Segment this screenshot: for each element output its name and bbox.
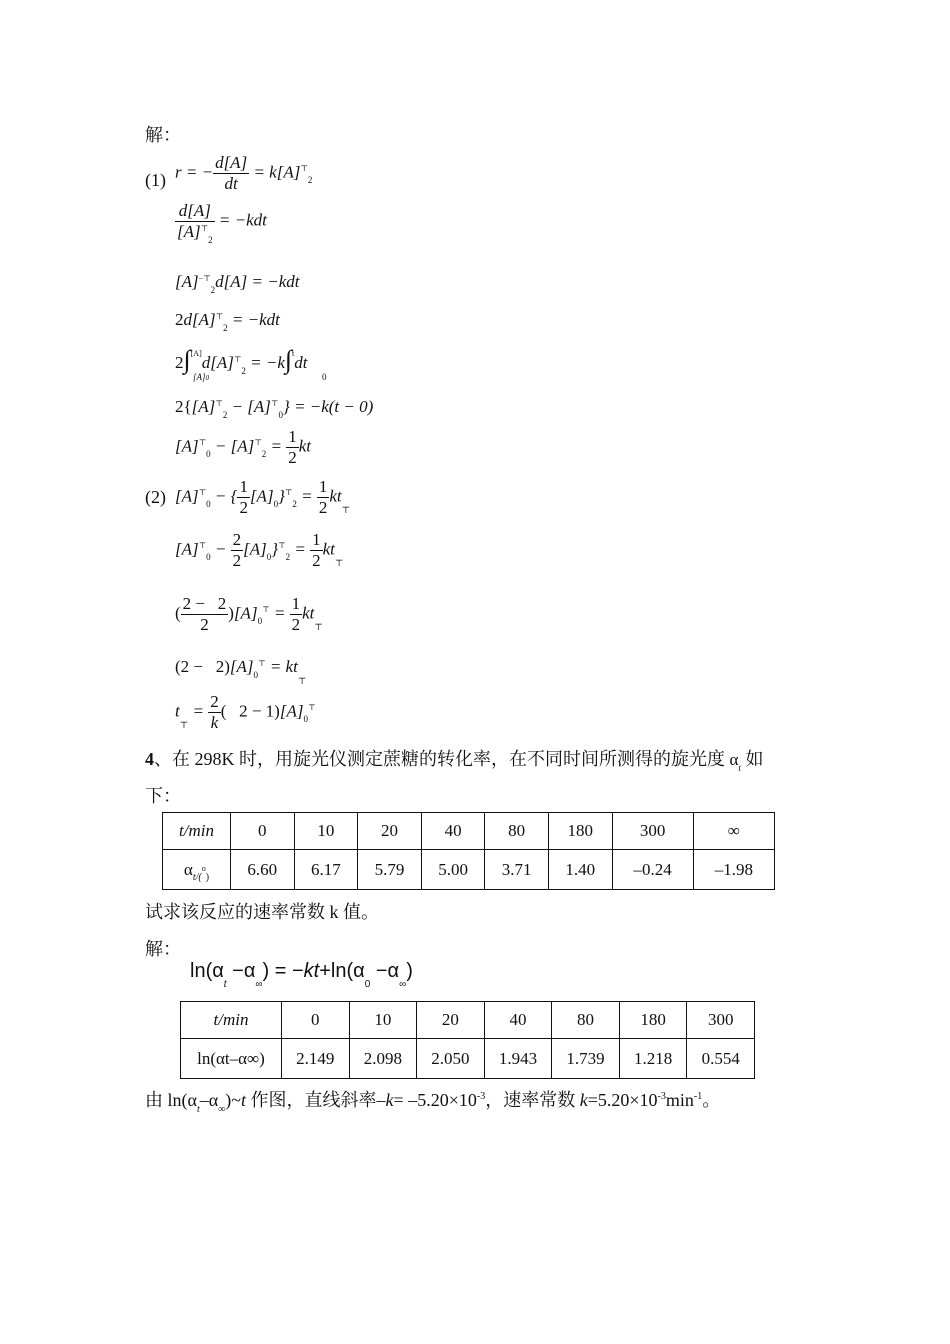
- table-header-cell: $\alpha_{t/(}^o_)$: [163, 850, 231, 890]
- rearranged-step: $[A]^{-⊤}_2d[A] = -kdt$: [175, 272, 300, 295]
- table-cell: –0.24: [612, 850, 693, 890]
- log-data-table: [180, 1001, 755, 1079]
- table-cell: 180: [548, 813, 612, 850]
- table-row: [181, 1002, 755, 1039]
- separation-step: $\frac{d[A]}{[A]^⊤_2}$ = −kdt: [177, 201, 267, 245]
- table-cell: 0: [282, 1002, 350, 1039]
- table-cell: 6.17: [294, 850, 358, 890]
- integral-step: $2\int[A]d[A]^⊤_2 = -k\int^tdt$: [175, 345, 308, 376]
- solution-heading-2: 解：: [145, 939, 181, 959]
- table-cell: 2.149: [282, 1039, 350, 1079]
- halflife-step-3: ( $\frac{2 - 2}{2}$ )$[A]_0^⊤$ = $\frac{1}{2}$ $kt_⊤$: [175, 594, 323, 634]
- table-cell: 5.00: [421, 850, 485, 890]
- integral-lower-limit-a: [A]0: [193, 372, 210, 382]
- table-cell: 2.098: [349, 1039, 417, 1079]
- conclusion-text: 由 $\ln(\alpha_t-\alpha_\infty)\sim t$ 作图，直线斜率$-k= -5.20\times 10^{-3}$，速率常数 $k=5.20\times 10^{-3}\min^{-1}$。: [145, 1090, 721, 1115]
- linear-equation: $\ln(\alpha_t -\alpha_\infty) = -kt+\ln(\alpha_0 -\alpha_\infty)$: [190, 960, 413, 990]
- table-cell: 80: [485, 813, 549, 850]
- table-cell: 10: [294, 813, 358, 850]
- halflife-step-2: $[A]^⊤_0$ − $\frac{2}{2}$ $[A]_0\}^⊤_2$ = $\frac{1}{2}$ $kt_⊤$: [175, 530, 344, 570]
- table-cell: 300: [687, 1002, 755, 1039]
- table-row: [163, 850, 775, 890]
- table-cell: 1.218: [619, 1039, 687, 1079]
- alpha-subscript: t: [738, 763, 741, 773]
- table-cell: 20: [358, 813, 422, 850]
- question4-line2: 下：: [145, 786, 181, 806]
- table-cell: 300: [612, 813, 693, 850]
- integral-lower-limit-t: 0: [322, 372, 327, 382]
- question-text-a: 、在 298K 时，用旋光仪测定蔗糖的转化率，在不同时间所测得的旋光度: [154, 749, 725, 769]
- question-number: 4: [145, 749, 154, 769]
- table-cell: ∞: [693, 813, 774, 850]
- rotation-data-table: [162, 812, 775, 890]
- halflife-step-1: $[A]^⊤_0$ − { $\frac{1}{2}$ $[A]_0\}^⊤_2$ = $\frac{1}{2}$ $kt_⊤$: [175, 477, 351, 517]
- table-cell: –1.98: [693, 850, 774, 890]
- table-header-cell: t/min: [163, 813, 231, 850]
- table-cell: 0: [231, 813, 295, 850]
- table-cell: 1.40: [548, 850, 612, 890]
- rate-equation: r = − $\frac{d[A]}{dt}$ = $k[A]^⊤_2$: [175, 153, 313, 193]
- table-header-cell: t/min: [181, 1002, 282, 1039]
- table-cell: 3.71: [485, 850, 549, 890]
- evaluated-step: $2\{[A]^⊤_2 - [A]^⊤_0\} = -k(t - 0)$: [175, 397, 374, 420]
- table-cell: 0.554: [687, 1039, 755, 1079]
- table-header-cell: ln(αt–α∞): [181, 1039, 282, 1079]
- table-cell: 40: [484, 1002, 552, 1039]
- table-cell: 1.739: [552, 1039, 620, 1079]
- table-cell: 10: [349, 1002, 417, 1039]
- table-cell: 180: [619, 1002, 687, 1039]
- table-cell: 1.943: [484, 1039, 552, 1079]
- halflife-result: $t_⊤$ = $\frac{2}{k}$ ( $2 - 1)[A]_0^⊤$: [175, 692, 316, 732]
- differential-step: $2d[A]^⊤_2 = -kdt$: [175, 310, 280, 333]
- part1-label: (1): [145, 170, 166, 190]
- table-cell: 20: [417, 1002, 485, 1039]
- table-cell: 80: [552, 1002, 620, 1039]
- question-text-b: 如: [745, 749, 764, 769]
- halflife-step-4: $(2 - 2)[A]_0^⊤ = kt_⊤$: [175, 657, 307, 686]
- part2-label: (2): [145, 487, 166, 507]
- integrated-rate-law: $[A]^⊤_0 - [A]^⊤_2$ = $\frac{1}{2}$ kt: [175, 427, 312, 467]
- table-cell: 40: [421, 813, 485, 850]
- question4-line1: [145, 745, 763, 771]
- table-cell: 5.79: [358, 850, 422, 890]
- solution-heading: 解：: [145, 125, 181, 145]
- question-prompt: 试求该反应的速率常数 k 值。: [145, 902, 379, 922]
- alpha-symbol: α: [729, 750, 739, 769]
- table-cell: 2.050: [417, 1039, 485, 1079]
- table-row: [181, 1039, 755, 1079]
- table-cell: 6.60: [231, 850, 295, 890]
- table-row: [163, 813, 775, 850]
